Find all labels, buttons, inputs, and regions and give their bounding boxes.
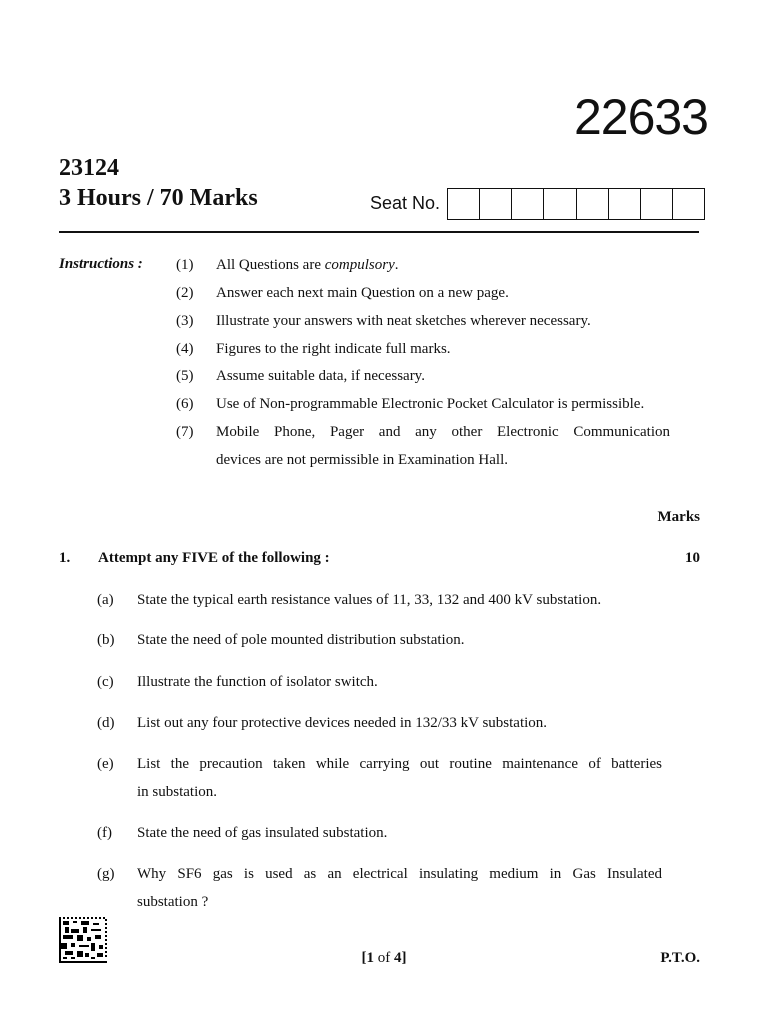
instruction-text: Assume suitable data, if necessary.: [216, 368, 425, 384]
please-turn-over: P.T.O.: [660, 950, 700, 966]
paper-code: 22633: [573, 89, 708, 145]
subject-code: 23124: [59, 155, 119, 181]
sub-question-label: (a): [97, 592, 114, 608]
instruction-number: (4): [176, 341, 194, 357]
sub-question-label: (g): [97, 866, 115, 882]
sub-question-text: [137, 750, 662, 806]
exam-duration: 3 Hours / 70 Marks: [59, 185, 258, 211]
question-title: Attempt any FIVE of the following :: [98, 550, 330, 566]
sub-question-label: (f): [97, 825, 112, 841]
sub-question-text: State the need of gas insulated substation.: [137, 825, 388, 841]
question-marks: 10: [685, 550, 700, 566]
header-divider: [59, 231, 699, 233]
seat-number-label: Seat No.: [370, 193, 441, 213]
instruction-number: (1): [176, 257, 194, 273]
question-number: 1.: [59, 550, 71, 566]
instruction-text: Use of Non-programmable Electronic Pocket Calculator is permissible.: [216, 396, 645, 412]
instruction-number: (2): [176, 285, 194, 301]
instruction-number: (7): [176, 424, 194, 440]
instruction-text: [216, 256, 670, 274]
page-of: of: [374, 950, 394, 966]
sub-question-text-line1: Why SF6 gas is used as an electrical insulating medium in Gas Insulated: [137, 866, 662, 882]
instruction-text-tail: .: [394, 257, 399, 273]
instructions-label: Instructions :: [59, 256, 143, 272]
sub-question-label: (b): [97, 632, 115, 648]
instruction-text-line2: devices are not permissible in Examination Hall.: [216, 452, 509, 468]
page-total: 4: [394, 950, 402, 966]
instruction-number: (5): [176, 368, 194, 384]
instruction-emphasis: compulsory: [324, 257, 395, 273]
seat-digit-box: [673, 189, 704, 219]
sub-question-text: State the need of pole mounted distribution substation.: [137, 632, 465, 648]
sub-question-text: [137, 860, 662, 916]
instruction-number: (6): [176, 396, 194, 412]
sub-question-label: (d): [97, 715, 115, 731]
instruction-text-part: All Questions are: [216, 257, 325, 273]
sub-question-label: (e): [97, 756, 114, 772]
sub-question-text: State the typical earth resistance values of 11, 33, 132 and 400 kV substation.: [137, 592, 602, 608]
seat-digit-box: [544, 189, 576, 219]
sub-question-label: (c): [97, 674, 114, 690]
seat-digit-box: [609, 189, 641, 219]
instruction-number: (3): [176, 313, 194, 329]
page-bracket-close: ]: [401, 950, 407, 966]
sub-question-text-line2: in substation.: [137, 784, 218, 800]
sub-question-text: List out any four protective devices needed in 132/33 kV substation.: [137, 715, 548, 731]
sub-question-text-line1: List the precaution taken while carrying out routine maintenance of batteries: [137, 756, 662, 772]
sub-question-text: Illustrate the function of isolator switch.: [137, 674, 378, 690]
seat-digit-box: [577, 189, 609, 219]
seat-number-boxes: [447, 188, 705, 220]
page-number: [0, 950, 768, 967]
page-bracket-open: [: [361, 950, 367, 966]
instruction-text: Answer each next main Question on a new page.: [216, 285, 509, 301]
seat-digit-box: [641, 189, 673, 219]
instruction-text-line1: Mobile Phone, Pager and any other Electronic Communication: [216, 424, 670, 440]
page-current: 1: [366, 950, 374, 966]
instruction-text: Figures to the right indicate full marks.: [216, 341, 451, 357]
seat-digit-box: [512, 189, 544, 219]
marks-column-header: Marks: [657, 509, 700, 525]
sub-question-text-line2: substation ?: [137, 894, 209, 910]
seat-digit-box: [448, 189, 480, 219]
instruction-text: Illustrate your answers with neat sketches wherever necessary.: [216, 313, 591, 329]
seat-digit-box: [480, 189, 512, 219]
